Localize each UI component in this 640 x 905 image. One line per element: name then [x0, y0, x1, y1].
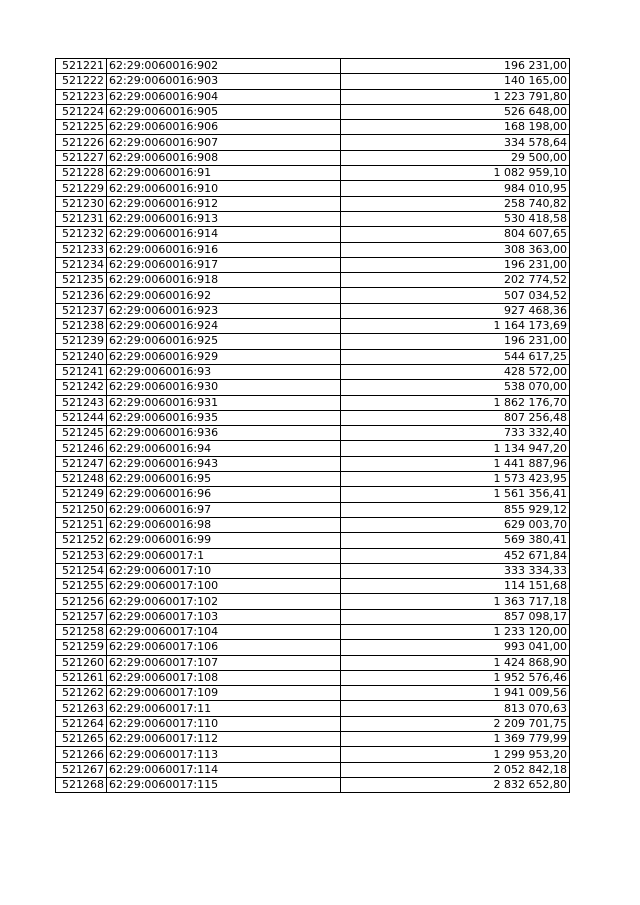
cadastral-value-cell: 1 424 868,90 [341, 655, 570, 670]
cadastral-value-cell: 258 740,82 [341, 196, 570, 211]
cadastral-value-cell: 1 363 717,18 [341, 594, 570, 609]
table-row [56, 120, 570, 135]
cadastral-value-cell: 804 607,65 [341, 227, 570, 242]
cadastral-value-cell: 855 929,12 [341, 502, 570, 517]
cadastral-number-cell: 62:29:0060016:906 [107, 120, 341, 135]
table-row [56, 349, 570, 364]
cadastral-value-cell: 857 098,17 [341, 609, 570, 624]
table-row [56, 732, 570, 747]
row-number-cell: 521249 [56, 487, 107, 502]
cadastral-number-cell: 62:29:0060016:93 [107, 364, 341, 379]
row-number-cell: 521227 [56, 150, 107, 165]
table-row [56, 410, 570, 425]
row-number-cell: 521233 [56, 242, 107, 257]
cadastral-number-cell: 62:29:0060016:917 [107, 257, 341, 272]
table-row [56, 747, 570, 762]
table-row [56, 777, 570, 792]
cadastral-number-cell: 62:29:0060016:923 [107, 303, 341, 318]
cadastral-value-table [55, 58, 570, 793]
row-number-cell: 521244 [56, 410, 107, 425]
cadastral-value-cell: 114 151,68 [341, 579, 570, 594]
cadastral-value-cell: 733 332,40 [341, 426, 570, 441]
row-number-cell: 521222 [56, 74, 107, 89]
row-number-cell: 521230 [56, 196, 107, 211]
cadastral-number-cell: 62:29:0060016:907 [107, 135, 341, 150]
cadastral-number-cell: 62:29:0060017:115 [107, 777, 341, 792]
cadastral-number-cell: 62:29:0060016:930 [107, 380, 341, 395]
cadastral-value-cell: 308 363,00 [341, 242, 570, 257]
cadastral-value-cell: 507 034,52 [341, 288, 570, 303]
row-number-cell: 521223 [56, 89, 107, 104]
cadastral-value-cell: 196 231,00 [341, 59, 570, 74]
cadastral-number-cell: 62:29:0060016:96 [107, 487, 341, 502]
row-number-cell: 521257 [56, 609, 107, 624]
row-number-cell: 521263 [56, 701, 107, 716]
cadastral-number-cell: 62:29:0060017:107 [107, 655, 341, 670]
row-number-cell: 521238 [56, 319, 107, 334]
table-row [56, 548, 570, 563]
cadastral-number-cell: 62:29:0060016:916 [107, 242, 341, 257]
cadastral-number-cell: 62:29:0060017:103 [107, 609, 341, 624]
cadastral-value-cell: 813 070,63 [341, 701, 570, 716]
cadastral-value-cell: 2 052 842,18 [341, 762, 570, 777]
row-number-cell: 521236 [56, 288, 107, 303]
cadastral-number-cell: 62:29:0060016:925 [107, 334, 341, 349]
cadastral-number-cell: 62:29:0060017:104 [107, 624, 341, 639]
table-row [56, 257, 570, 272]
table-row [56, 166, 570, 181]
cadastral-number-cell: 62:29:0060016:924 [107, 319, 341, 334]
row-number-cell: 521268 [56, 777, 107, 792]
cadastral-value-cell: 807 256,48 [341, 410, 570, 425]
cadastral-value-cell: 2 832 652,80 [341, 777, 570, 792]
cadastral-number-cell: 62:29:0060017:113 [107, 747, 341, 762]
cadastral-number-cell: 62:29:0060017:100 [107, 579, 341, 594]
row-number-cell: 521228 [56, 166, 107, 181]
cadastral-value-cell: 993 041,00 [341, 640, 570, 655]
row-number-cell: 521226 [56, 135, 107, 150]
row-number-cell: 521246 [56, 441, 107, 456]
row-number-cell: 521241 [56, 364, 107, 379]
cadastral-number-cell: 62:29:0060016:903 [107, 74, 341, 89]
table-row [56, 609, 570, 624]
table-row [56, 716, 570, 731]
cadastral-number-cell: 62:29:0060016:905 [107, 104, 341, 119]
row-number-cell: 521267 [56, 762, 107, 777]
table-row [56, 89, 570, 104]
cadastral-value-cell: 168 198,00 [341, 120, 570, 135]
table-row [56, 624, 570, 639]
row-number-cell: 521237 [56, 303, 107, 318]
cadastral-value-cell: 1 233 120,00 [341, 624, 570, 639]
cadastral-value-cell: 196 231,00 [341, 257, 570, 272]
cadastral-value-cell: 1 573 423,95 [341, 472, 570, 487]
cadastral-value-cell: 452 671,84 [341, 548, 570, 563]
cadastral-number-cell: 62:29:0060016:902 [107, 59, 341, 74]
table-row [56, 472, 570, 487]
row-number-cell: 521235 [56, 273, 107, 288]
row-number-cell: 521234 [56, 257, 107, 272]
cadastral-number-cell: 62:29:0060016:904 [107, 89, 341, 104]
cadastral-value-cell: 1 561 356,41 [341, 487, 570, 502]
row-number-cell: 521255 [56, 579, 107, 594]
row-number-cell: 521229 [56, 181, 107, 196]
table-row [56, 563, 570, 578]
cadastral-value-cell: 1 223 791,80 [341, 89, 570, 104]
row-number-cell: 521243 [56, 395, 107, 410]
table-row [56, 74, 570, 89]
cadastral-number-cell: 62:29:0060016:908 [107, 150, 341, 165]
row-number-cell: 521252 [56, 533, 107, 548]
table-row [56, 273, 570, 288]
cadastral-number-cell: 62:29:0060017:109 [107, 686, 341, 701]
row-number-cell: 521266 [56, 747, 107, 762]
cadastral-number-cell: 62:29:0060017:112 [107, 732, 341, 747]
row-number-cell: 521261 [56, 670, 107, 685]
row-number-cell: 521260 [56, 655, 107, 670]
table-row [56, 533, 570, 548]
cadastral-value-cell: 1 952 576,46 [341, 670, 570, 685]
table-row [56, 104, 570, 119]
row-number-cell: 521256 [56, 594, 107, 609]
cadastral-number-cell: 62:29:0060016:943 [107, 456, 341, 471]
cadastral-number-cell: 62:29:0060016:936 [107, 426, 341, 441]
cadastral-number-cell: 62:29:0060017:11 [107, 701, 341, 716]
table-row [56, 334, 570, 349]
cadastral-number-cell: 62:29:0060016:97 [107, 502, 341, 517]
cadastral-number-cell: 62:29:0060016:91 [107, 166, 341, 181]
row-number-cell: 521221 [56, 59, 107, 74]
cadastral-value-cell: 544 617,25 [341, 349, 570, 364]
cadastral-value-cell: 202 774,52 [341, 273, 570, 288]
cadastral-value-cell: 1 369 779,99 [341, 732, 570, 747]
cadastral-number-cell: 62:29:0060016:98 [107, 517, 341, 532]
table-row [56, 59, 570, 74]
table-row [56, 380, 570, 395]
cadastral-number-cell: 62:29:0060017:106 [107, 640, 341, 655]
cadastral-value-cell: 538 070,00 [341, 380, 570, 395]
cadastral-value-cell: 1 082 959,10 [341, 166, 570, 181]
row-number-cell: 521250 [56, 502, 107, 517]
cadastral-value-cell: 334 578,64 [341, 135, 570, 150]
table-row [56, 456, 570, 471]
table-row [56, 135, 570, 150]
table-row [56, 487, 570, 502]
table-row [56, 181, 570, 196]
cadastral-number-cell: 62:29:0060017:102 [107, 594, 341, 609]
cadastral-value-cell: 629 003,70 [341, 517, 570, 532]
table-row [56, 196, 570, 211]
row-number-cell: 521247 [56, 456, 107, 471]
cadastral-value-cell: 984 010,95 [341, 181, 570, 196]
cadastral-value-cell: 569 380,41 [341, 533, 570, 548]
cadastral-value-cell: 2 209 701,75 [341, 716, 570, 731]
row-number-cell: 521245 [56, 426, 107, 441]
table-row [56, 426, 570, 441]
cadastral-value-cell: 1 941 009,56 [341, 686, 570, 701]
cadastral-number-cell: 62:29:0060016:94 [107, 441, 341, 456]
cadastral-value-cell: 428 572,00 [341, 364, 570, 379]
cadastral-value-cell: 526 648,00 [341, 104, 570, 119]
row-number-cell: 521232 [56, 227, 107, 242]
row-number-cell: 521262 [56, 686, 107, 701]
cadastral-number-cell: 62:29:0060017:10 [107, 563, 341, 578]
table-row [56, 288, 570, 303]
cadastral-number-cell: 62:29:0060016:912 [107, 196, 341, 211]
table-row [56, 762, 570, 777]
row-number-cell: 521264 [56, 716, 107, 731]
cadastral-number-cell: 62:29:0060016:99 [107, 533, 341, 548]
table-row [56, 517, 570, 532]
cadastral-number-cell: 62:29:0060016:918 [107, 273, 341, 288]
table-row [56, 701, 570, 716]
cadastral-value-cell: 333 334,33 [341, 563, 570, 578]
table-row [56, 686, 570, 701]
row-number-cell: 521224 [56, 104, 107, 119]
cadastral-value-cell: 1 862 176,70 [341, 395, 570, 410]
table-row [56, 150, 570, 165]
cadastral-value-cell: 1 134 947,20 [341, 441, 570, 456]
cadastral-value-cell: 1 441 887,96 [341, 456, 570, 471]
cadastral-number-cell: 62:29:0060016:92 [107, 288, 341, 303]
cadastral-number-cell: 62:29:0060017:108 [107, 670, 341, 685]
table-row [56, 227, 570, 242]
table-row [56, 502, 570, 517]
table-body [56, 59, 570, 793]
table-row [56, 441, 570, 456]
row-number-cell: 521265 [56, 732, 107, 747]
cadastral-value-cell: 530 418,58 [341, 211, 570, 226]
table-row [56, 655, 570, 670]
row-number-cell: 521258 [56, 624, 107, 639]
row-number-cell: 521253 [56, 548, 107, 563]
table-row [56, 579, 570, 594]
table-row [56, 395, 570, 410]
table-row [56, 242, 570, 257]
row-number-cell: 521240 [56, 349, 107, 364]
cadastral-number-cell: 62:29:0060017:1 [107, 548, 341, 563]
table-row [56, 670, 570, 685]
cadastral-number-cell: 62:29:0060016:929 [107, 349, 341, 364]
cadastral-value-cell: 196 231,00 [341, 334, 570, 349]
row-number-cell: 521242 [56, 380, 107, 395]
cadastral-number-cell: 62:29:0060016:935 [107, 410, 341, 425]
cadastral-number-cell: 62:29:0060016:913 [107, 211, 341, 226]
cadastral-number-cell: 62:29:0060016:931 [107, 395, 341, 410]
row-number-cell: 521225 [56, 120, 107, 135]
cadastral-number-cell: 62:29:0060016:910 [107, 181, 341, 196]
row-number-cell: 521231 [56, 211, 107, 226]
row-number-cell: 521251 [56, 517, 107, 532]
table-row [56, 303, 570, 318]
table-row [56, 640, 570, 655]
table-row [56, 319, 570, 334]
cadastral-value-cell: 29 500,00 [341, 150, 570, 165]
cadastral-value-cell: 140 165,00 [341, 74, 570, 89]
cadastral-number-cell: 62:29:0060017:114 [107, 762, 341, 777]
cadastral-number-cell: 62:29:0060016:95 [107, 472, 341, 487]
cadastral-number-cell: 62:29:0060017:110 [107, 716, 341, 731]
table-row [56, 211, 570, 226]
table-row [56, 364, 570, 379]
cadastral-number-cell: 62:29:0060016:914 [107, 227, 341, 242]
table-row [56, 594, 570, 609]
row-number-cell: 521254 [56, 563, 107, 578]
row-number-cell: 521248 [56, 472, 107, 487]
cadastral-value-cell: 1 299 953,20 [341, 747, 570, 762]
cadastral-value-cell: 927 468,36 [341, 303, 570, 318]
cadastral-value-cell: 1 164 173,69 [341, 319, 570, 334]
row-number-cell: 521259 [56, 640, 107, 655]
row-number-cell: 521239 [56, 334, 107, 349]
